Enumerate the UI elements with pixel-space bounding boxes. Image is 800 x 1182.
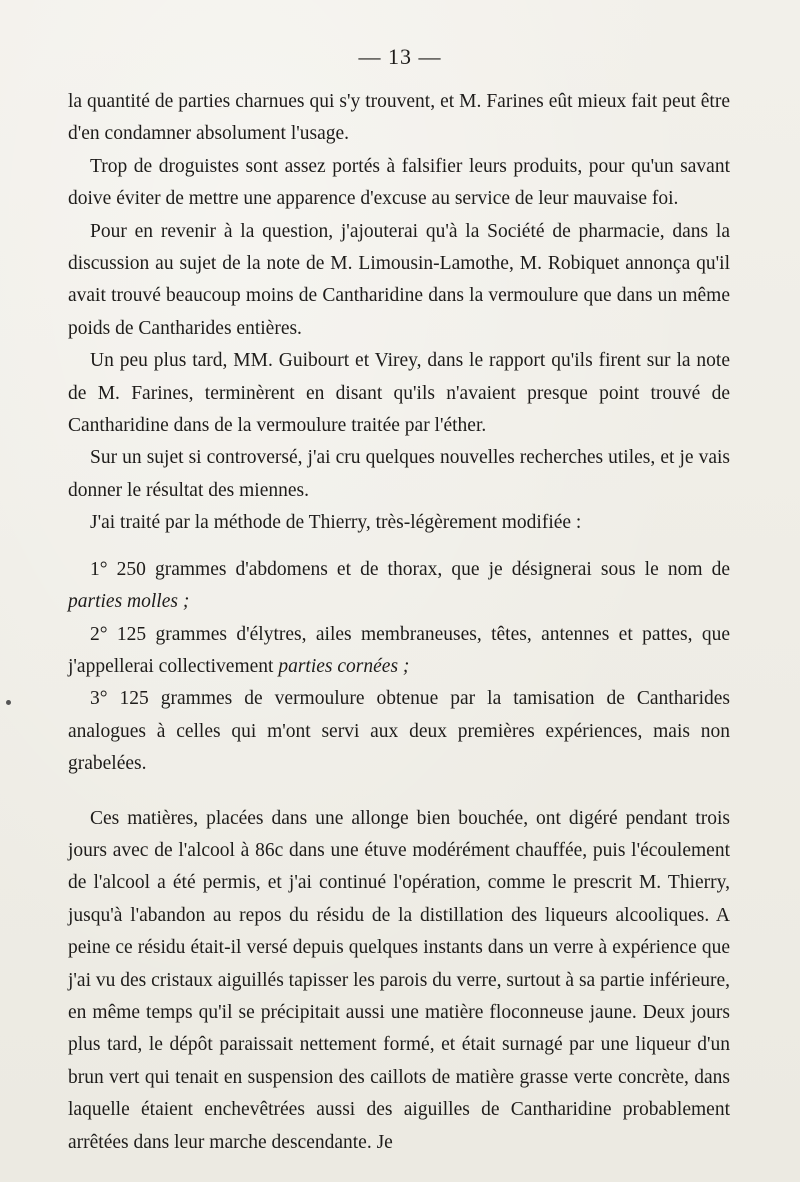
paragraph-5: Sur un sujet si controversé, j'ai cru quelques nouvelles recherches utiles, et je vais donner le résultat des miennes. [68, 447, 730, 501]
paragraph-2: Trop de droguistes sont assez portés à falsifier leurs produits, pour qu'un savant doive éviter de mettre une apparence d'excuse au service de leur mauvaise foi. [68, 155, 730, 210]
list-item-2 [68, 619, 730, 684]
list-item-2-text: 2° 125 grammes d'élytres, ailes membraneuses, têtes, antennes et pattes, que j'appellerai collectivement [68, 623, 730, 677]
paragraph-1: la quantité de parties charnues qui s'y trouvent, et M. Farines eût mieux fait peut être d'en condamner absolument l'usage. [68, 91, 730, 145]
list-item-1-text: 1° 250 grammes d'abdomens et de thorax, que je désignerai sous le nom de [90, 558, 730, 580]
paragraph-3: Pour en revenir à la question, j'ajouterai qu'à la Société de pharmacie, dans la discussion au sujet de la note de M. Limousin-Lamothe, M. Robiquet annonça qu'il avait trouvé beaucoup moins de Cantharidine dans la vermoulure que dans un même poids de Cantharides entières. [68, 220, 730, 339]
paragraph-4: Un peu plus tard, MM. Guibourt et Virey, dans le rapport qu'ils firent sur la note de M. Farines, terminèrent en disant qu'ils n'avaient presque point trouvé de Cantharidine dans de la vermoulure traitée par l'éther. [68, 350, 730, 437]
list-item-1-emphasis: parties molles ; [68, 591, 190, 613]
paragraph-7: Ces matières, placées dans une allonge bien bouchée, ont digéré pendant trois jours avec de l'alcool à 86c dans une étuve modérément chauffée, puis l'écoulement de l'alcool a été permis, et j'ai continué l'opération, comme le prescrit M. Thierry, jusqu'à l'abandon au repos du résidu de la distillation des liqueurs alcooliques. A peine ce résidu était-il versé depuis quelques instants dans un verre à expérience que j'ai vu des cristaux aiguillés tapisser les parois du verre, surtout à sa partie inférieure, en même temps qu'il se précipitait aussi une matière floconneuse jaune. Deux jours plus tard, le dépôt paraissait nettement formé, et était surnagé par une liqueur d'un brun vert qui tenait en suspension des caillots de matière grasse verte concrète, dans laquelle étaient enchevêtrées aussi des aiguilles de Cantharidine probablement arrêtées dans leur marche descendante. Je [68, 807, 730, 1153]
paragraph-6: J'ai traité par la méthode de Thierry, très-légèrement modifiée : [90, 512, 582, 534]
list-item-3: 3° 125 grammes de vermoulure obtenue par la tamisation de Cantharides analogues à celles qui m'ont servi aux deux premières expériences, mais non grabelées. [68, 688, 730, 775]
page-number: — 13 — [358, 44, 442, 69]
list-item-2-emphasis: parties cornées ; [278, 655, 410, 677]
body-text [68, 86, 730, 1159]
list-item-1 [68, 554, 730, 619]
margin-ink-spot [6, 700, 11, 705]
